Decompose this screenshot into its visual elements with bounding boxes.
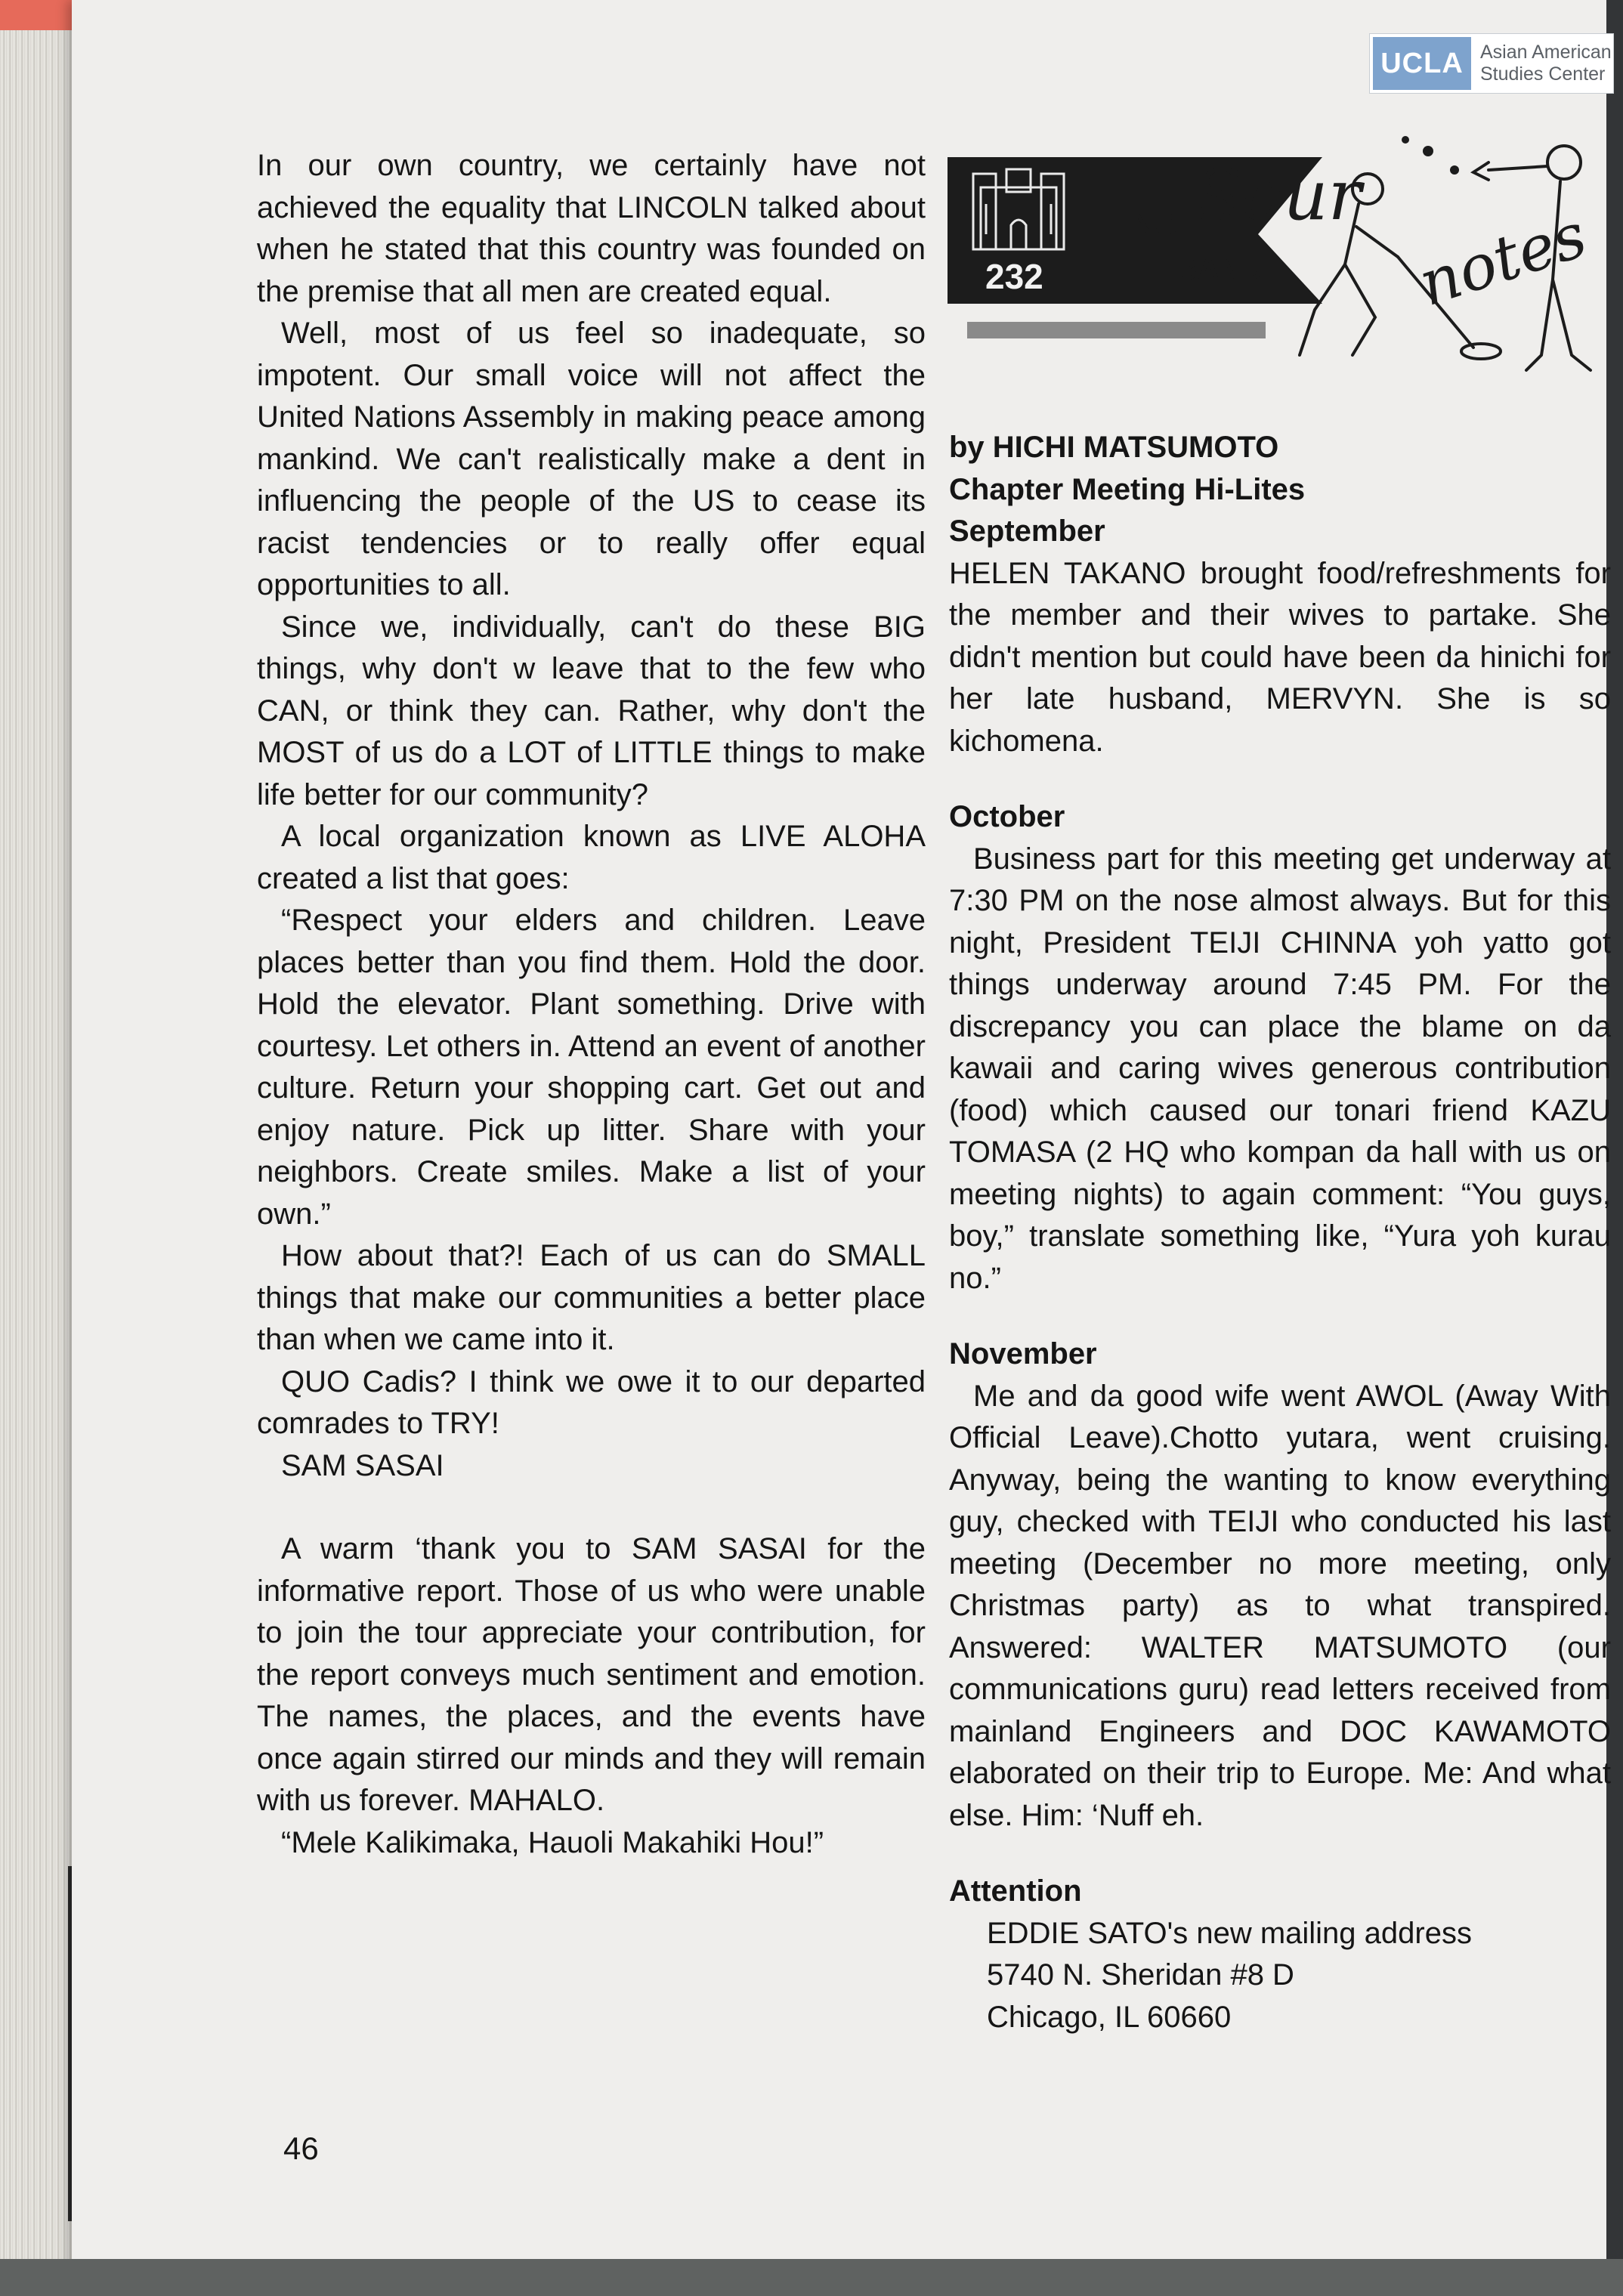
section-heading: November <box>949 1337 1097 1370</box>
paragraph: A warm ‘thank you to SAM SASAI for the informative report. Those of us who were unable to join the tour appreciate your contribution, for the report conveys much sentiment and emotion. The names, the places, and the events have once again stirred our minds and they will remain with us forever. MAHALO. <box>257 1532 926 1817</box>
paragraph: A local organization known as LIVE ALOHA created a list that goes: <box>257 820 926 895</box>
paragraph: Business part for this meeting get underway at 7:30 PM on the nose almost always. But for this night, President TEIJI CHINNA yoh yatto got things underway around 7:45 PM. For the discrepancy you can place the blame on da kawaii and caring wives generous contribution (food) which caused our tonari friend KAZU TOMASA (2 HQ who kompan da hall with us on meeting nights) to again comment: “You guys, boy,” translate something like, “Yura yoh kurau no.” <box>949 842 1611 1295</box>
unit-number: 232 <box>985 257 1043 296</box>
section-heading: October <box>949 800 1065 833</box>
paragraph: “Respect your elders and children. Leave places better than you find them. Hold the door. Hold the elevator. Plant something. Drive with courtesy. Let others in. Attend an event of another culture. Return your shopping cart. Get out and enjoy nature. Pick up litter. Share with your neighbors. Create smiles. Make a list of your own.” <box>257 904 926 1231</box>
scan-edge-bottom <box>0 2259 1623 2296</box>
closing-greeting: “Mele Kalikimaka, Hauoli Makahiki Hou!” <box>281 1825 824 1859</box>
paragraph: Well, most of us feel so inadequate, so impotent. Our small voice will not affect the United Nations Assembly in making peace among mankind. We can't realistically make a dent in influencing the people of the US to cease its racist tendencies or to really offer equal opportunities to all. <box>257 317 926 601</box>
address-line: EDDIE SATO's new mailing address <box>987 1916 1472 1950</box>
section-heading: Chapter Meeting Hi-Lites <box>949 472 1306 506</box>
ucla-logo: UCLA <box>1373 37 1471 90</box>
section-heading: September <box>949 515 1105 548</box>
address-line: 5740 N. Sheridan #8 D <box>987 1958 1294 1992</box>
left-column <box>257 145 926 1864</box>
center-name-line1: Asian American <box>1480 42 1612 63</box>
right-column <box>949 427 1611 2038</box>
paragraph: In our own country, we certainly have not achieved the equality that LINCOLN talked about when he stated that this country was founded on the premise that all men are created equal. <box>257 149 926 308</box>
sour-notes-logo <box>944 128 1602 400</box>
notes-script: notes <box>1410 199 1595 321</box>
eng-label: ENG- <box>1112 208 1188 241</box>
section-heading: Attention <box>949 1874 1082 1908</box>
author-signature: SAM SASAI <box>281 1448 444 1482</box>
shaded-bar <box>967 322 1266 338</box>
paragraph: Since we, individually, can't do these BIG things, why don't w leave that to the few who CAN, or think they can. Rather, why don't the MOST of us do a LOT of LITTLE things to make life better for our community? <box>257 610 926 811</box>
center-name-line2: Studies Center <box>1480 63 1606 85</box>
sour-script: Sour <box>1194 155 1362 236</box>
paragraph: QUO Cadis? I think we owe it to our departed comrades to TRY! <box>257 1364 926 1440</box>
paragraph: HELEN TAKANO brought food/refreshments for the member and their wives to partake. She didn't mention but could have been da hinichi for her late husband, MERVYN. She is so kichomena. <box>949 556 1611 758</box>
paragraph: How about that?! Each of us can do SMALL things that make our communities a better place than when we came into it. <box>257 1239 926 1356</box>
address-block <box>949 1913 1611 2039</box>
center-name <box>1480 42 1612 85</box>
page-number: 46 <box>283 2131 319 2166</box>
ucla-aasc-badge <box>1369 33 1614 94</box>
band-label: BAND <box>1176 253 1263 286</box>
binding-line <box>68 1866 72 2221</box>
paragraph: Me and da good wife went AWOL (Away With Official Leave).Chotto yutara, went cruising. Anyway, being the wanting to know everything guy, checked with TEIJI who conducted his last meeting (December no more meeting, only Christmas party) as to what transpired. Answered: WALTER MATSUMOTO (our communications guru) read letters received from mainland Engineers and DOC KAWAMOTO elaborated on their trip to Europe. Me: And what else. Him: ‘Nuff eh. <box>949 1379 1611 1832</box>
address-line: Chicago, IL 60660 <box>987 2000 1232 2034</box>
music-notes-icon <box>1402 136 1459 175</box>
byline: by HICHI MATSUMOTO <box>949 431 1279 464</box>
